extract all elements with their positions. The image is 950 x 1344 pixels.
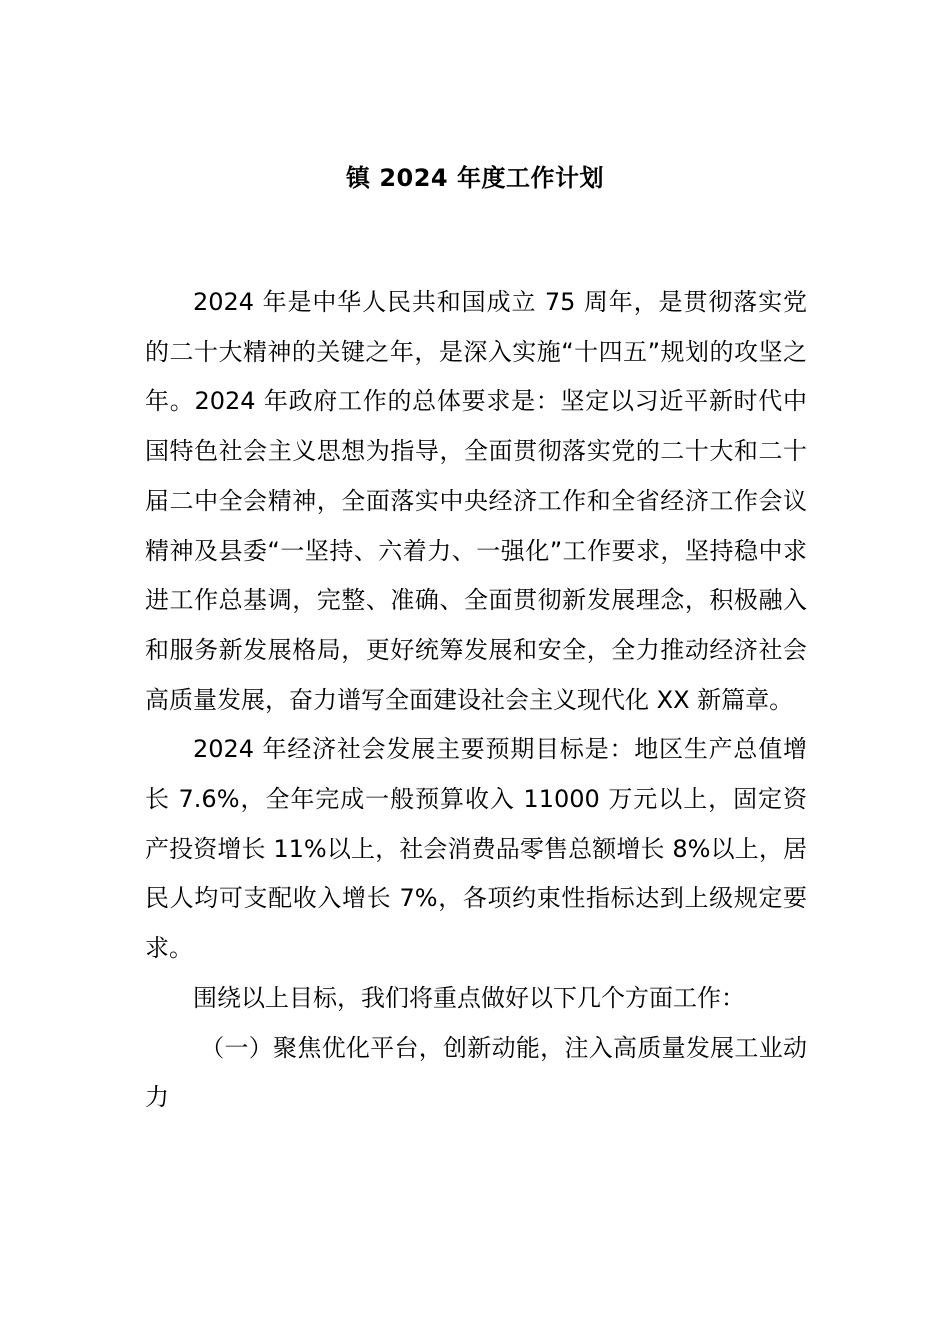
paragraph-intro: 围绕以上目标，我们将重点做好以下几个方面工作： <box>193 983 745 1012</box>
document-title: 镇 2024 年度工作计划 <box>345 164 604 192</box>
document-body <box>145 278 807 1123</box>
paragraph-targets: 2024 年经济社会发展主要预期目标是：地区生产总值增长 7.6%，全年完成一般预算收入 11000 万元以上，固定资产投资增长 11%以上，社会消费品零售总额增长 8%以上，居民人均可支配收入增长 7%，各项约束性指标达到上级规定要求。 <box>145 735 807 963</box>
section-heading-1: （一）聚焦优化平台，创新动能，注入高质量发展工业动力 <box>145 1033 807 1112</box>
paragraph-overview: 2024 年是中华人民共和国成立 75 周年，是贯彻落实党的二十大精神的关键之年，是深入实施“十四五”规划的攻坚之年。2024 年政府工作的总体要求是：坚定以习近平新时代中国特色社会主义思想为指导，全面贯彻落实党的二十大和二十届二中全会精神，全面落实中央经济工作和全省经济工作会议精神及县委“一坚持、六着力、一强化”工作要求，坚持稳中求进工作总基调，完整、准确、全面贯彻新发展理念，积极融入和服务新发展格局，更好统筹发展和安全，全力推动经济社会高质量发展，奋力谱写全面建设社会主义现代化 XX 新篇章。 <box>145 288 807 714</box>
